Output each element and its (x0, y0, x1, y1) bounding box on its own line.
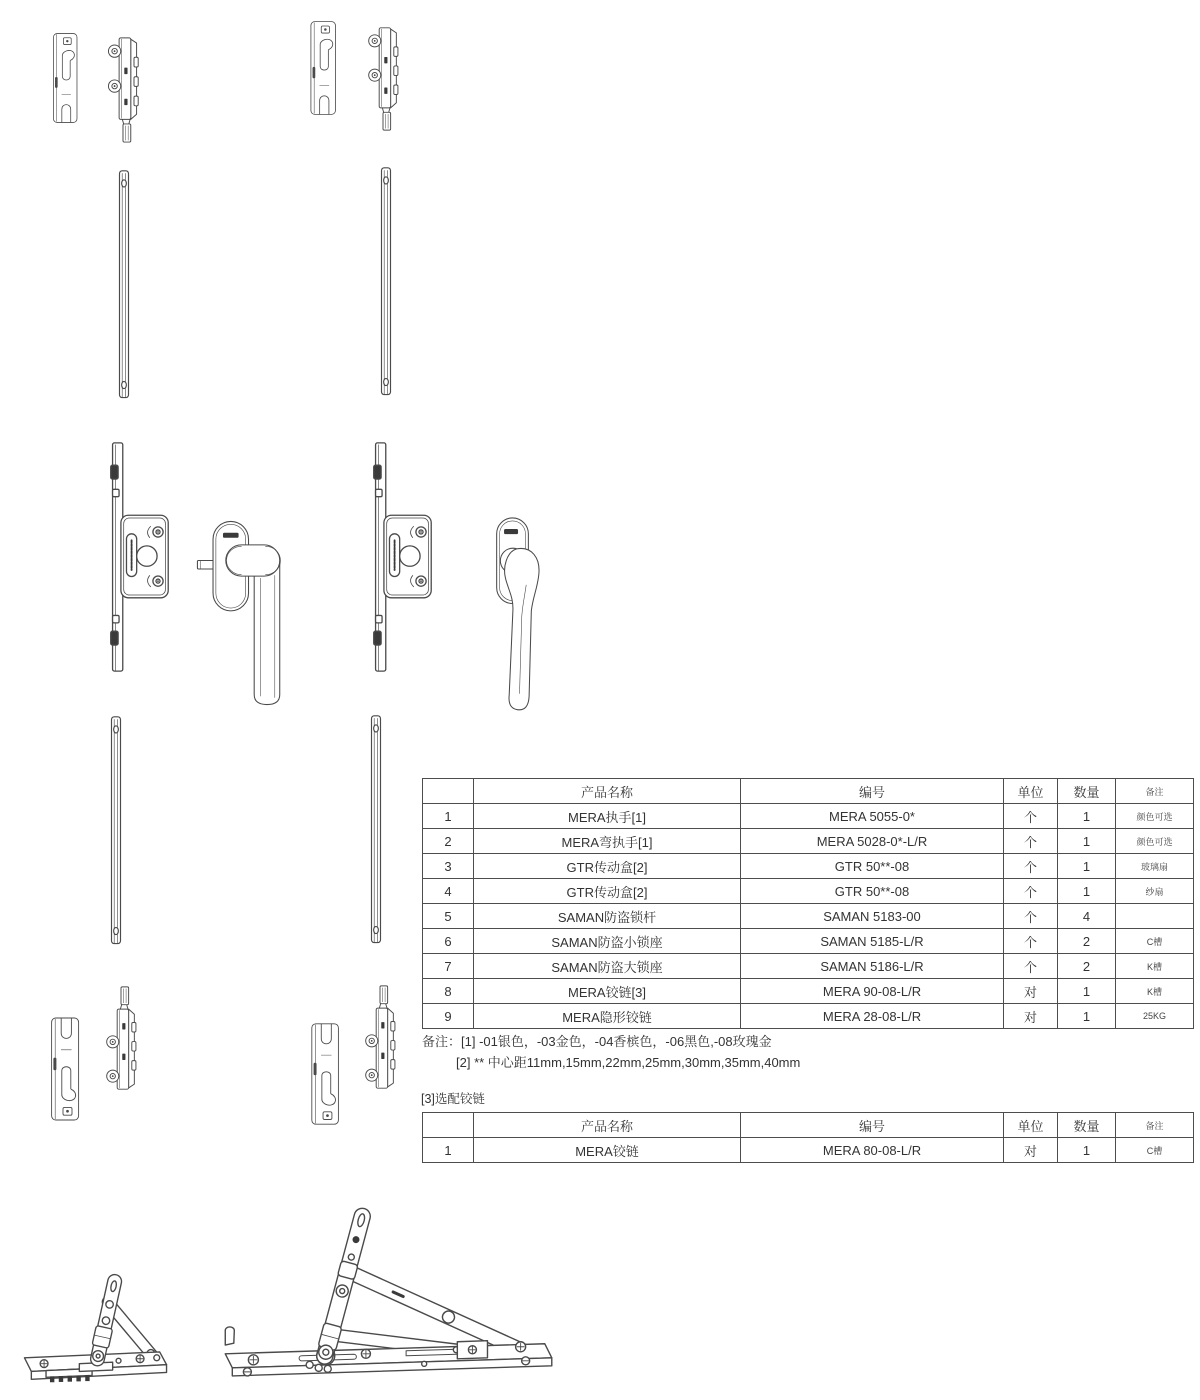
remark-line-2: [2] ** 中心距11mm,15mm,22mm,25mm,30mm,35mm,40mm (456, 1055, 801, 1070)
keeper-plate-drawing-3 (48, 1016, 84, 1122)
table-cell: 1 (1058, 979, 1116, 1004)
friction-hinge-small-drawing (22, 1250, 170, 1395)
table-cell: 对 (1004, 979, 1058, 1004)
table-header-row (423, 779, 1194, 804)
column-header: 备注 (1116, 779, 1194, 804)
table-cell: MERA铰链 (474, 1138, 741, 1163)
table-cell: GTR传动盒[2] (474, 879, 741, 904)
optional-hinge-label: [3]选配铰链 (421, 1092, 485, 1106)
table-cell: 个 (1004, 854, 1058, 879)
table-cell: 9 (423, 1004, 474, 1029)
gearbox-drawing-left (107, 441, 171, 673)
table-cell (1116, 904, 1194, 929)
table-cell: SAMAN 5183-00 (741, 904, 1004, 929)
remark-line-1: 备注：[1] -01银色，-03金色，-04香槟色，-06黑色,-08玫瑰金 (422, 1034, 772, 1049)
table-cell: 1 (423, 1138, 474, 1163)
table-cell: 2 (1058, 954, 1116, 979)
lock-rod-drawing-2 (377, 155, 395, 411)
lock-cam-drawing-1 (103, 34, 143, 144)
lock-cam-drawing-4 (360, 984, 400, 1092)
table-cell: 个 (1004, 829, 1058, 854)
lock-cam-drawing-2 (363, 24, 403, 132)
table-cell: 8 (423, 979, 474, 1004)
table-cell: GTR 50**-08 (741, 879, 1004, 904)
table-cell: 个 (1004, 879, 1058, 904)
table-cell: 对 (1004, 1004, 1058, 1029)
table-row (423, 829, 1194, 854)
table-row (423, 904, 1194, 929)
friction-hinge-large-drawing (213, 1183, 555, 1399)
table-cell: 个 (1004, 954, 1058, 979)
column-header: 单位 (1004, 779, 1058, 804)
keeper-plate-drawing-2 (303, 20, 345, 116)
parts-table-main (422, 778, 1194, 1029)
table-row (423, 929, 1194, 954)
lock-rod-drawing-1 (115, 158, 133, 414)
table-cell: MERA 90-08-L/R (741, 979, 1004, 1004)
table-cell: 1 (1058, 1138, 1116, 1163)
table-cell: GTR传动盒[2] (474, 854, 741, 879)
table-cell: 颜色可选 (1116, 804, 1194, 829)
table-cell: 25KG (1116, 1004, 1194, 1029)
table-cell: MERA隐形铰链 (474, 1004, 741, 1029)
table-cell: 对 (1004, 1138, 1058, 1163)
table-cell: K槽 (1116, 954, 1194, 979)
keeper-plate-drawing-4 (306, 1022, 346, 1126)
table-header-row (423, 1113, 1194, 1138)
table-cell: MERA 80-08-L/R (741, 1138, 1004, 1163)
table-cell: SAMAN防盗锁杆 (474, 904, 741, 929)
table-cell: 3 (423, 854, 474, 879)
table-cell: 玻璃扇 (1116, 854, 1194, 879)
table-cell: 个 (1004, 904, 1058, 929)
table-cell: 2 (1058, 929, 1116, 954)
table-row (423, 1004, 1194, 1029)
column-header: 产品名称 (474, 779, 741, 804)
table-cell: MERA 5028-0*-L/R (741, 829, 1004, 854)
table-row (423, 1138, 1194, 1163)
table-cell: MERA 5055-0* (741, 804, 1004, 829)
table-cell: 6 (423, 929, 474, 954)
column-header: 单位 (1004, 1113, 1058, 1138)
table-row (423, 854, 1194, 879)
table-cell: 1 (1058, 879, 1116, 904)
table-row (423, 804, 1194, 829)
table-cell: C槽 (1116, 929, 1194, 954)
column-header: 产品名称 (474, 1113, 741, 1138)
table-row (423, 879, 1194, 904)
table-row (423, 979, 1194, 1004)
column-header: 数量 (1058, 1113, 1116, 1138)
table-cell: 个 (1004, 929, 1058, 954)
table-cell: 1 (1058, 804, 1116, 829)
table-cell: MERA 28-08-L/R (741, 1004, 1004, 1029)
table-cell: 颜色可选 (1116, 829, 1194, 854)
table-cell: 1 (1058, 829, 1116, 854)
column-header (423, 1113, 474, 1138)
column-header: 备注 (1116, 1113, 1194, 1138)
table-cell: 1 (1058, 1004, 1116, 1029)
column-header: 数量 (1058, 779, 1116, 804)
table-cell: SAMAN防盗大锁座 (474, 954, 741, 979)
lock-rod-drawing-4 (367, 706, 385, 956)
table-cell: 7 (423, 954, 474, 979)
keeper-plate-drawing-1 (50, 32, 82, 124)
column-header (423, 779, 474, 804)
table-cell: SAMAN 5185-L/R (741, 929, 1004, 954)
lock-cam-drawing-3 (101, 985, 141, 1093)
table-cell: SAMAN 5186-L/R (741, 954, 1004, 979)
table-cell: 4 (423, 879, 474, 904)
curved-handle-drawing (494, 515, 548, 720)
table-cell: 2 (423, 829, 474, 854)
table-cell: SAMAN防盗小锁座 (474, 929, 741, 954)
table-cell: C槽 (1116, 1138, 1194, 1163)
table-cell: 1 (1058, 854, 1116, 879)
table-cell: GTR 50**-08 (741, 854, 1004, 879)
column-header: 编号 (741, 1113, 1004, 1138)
table-cell: 1 (423, 804, 474, 829)
table-cell: MERA铰链[3] (474, 979, 741, 1004)
table-cell: MERA弯执手[1] (474, 829, 741, 854)
table-cell: MERA执手[1] (474, 804, 741, 829)
table-cell: 个 (1004, 804, 1058, 829)
table-cell: 5 (423, 904, 474, 929)
lock-rod-drawing-3 (107, 707, 125, 957)
parts-table-optional (422, 1112, 1194, 1163)
straight-handle-drawing (196, 517, 284, 709)
table-row (423, 954, 1194, 979)
table-cell: K槽 (1116, 979, 1194, 1004)
table-cell: 纱扇 (1116, 879, 1194, 904)
column-header: 编号 (741, 779, 1004, 804)
table-cell: 4 (1058, 904, 1116, 929)
gearbox-drawing-right (370, 441, 434, 673)
